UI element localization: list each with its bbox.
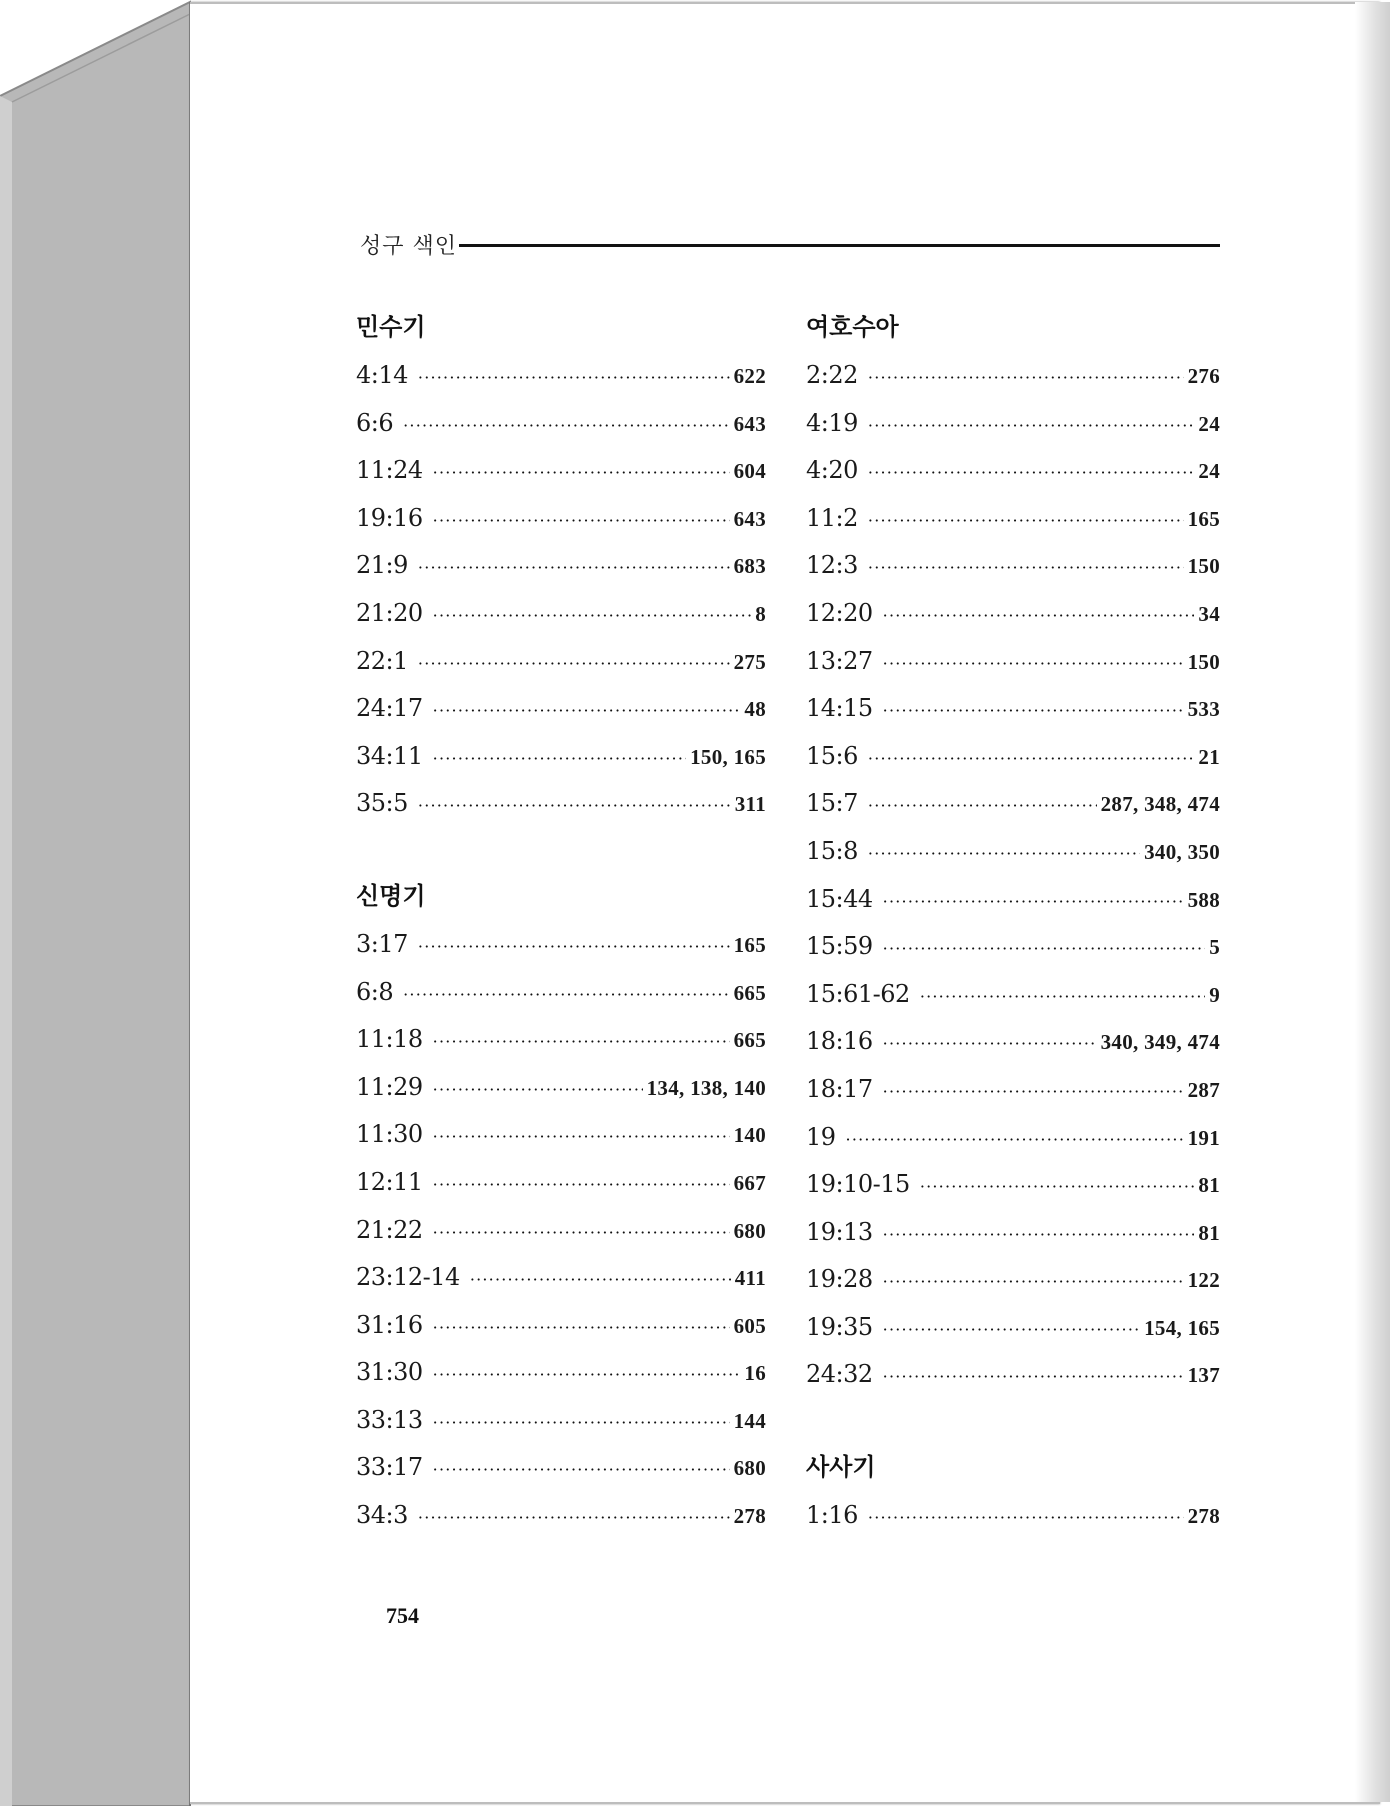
verse-reference: 34:11 bbox=[356, 741, 423, 770]
index-entry bbox=[806, 1256, 1220, 1304]
page-references: 34 bbox=[1198, 601, 1220, 626]
index-entry bbox=[356, 1302, 766, 1350]
page-references: 340, 349, 474 bbox=[1100, 1030, 1220, 1055]
verse-reference: 23:12-14 bbox=[356, 1263, 460, 1292]
verse-reference: 19:13 bbox=[806, 1217, 873, 1246]
section-spacer bbox=[806, 1399, 1220, 1445]
verse-reference: 11:18 bbox=[356, 1025, 423, 1054]
verse-reference: 15:6 bbox=[806, 741, 858, 770]
page-references: 287, 348, 474 bbox=[1100, 792, 1220, 817]
verse-reference: 6:8 bbox=[356, 977, 394, 1006]
dot-leader bbox=[418, 923, 730, 971]
dot-leader bbox=[868, 497, 1184, 545]
page-references: 278 bbox=[1187, 1504, 1220, 1529]
verse-reference: 19:16 bbox=[356, 503, 423, 532]
index-entry bbox=[806, 447, 1220, 495]
index-entry bbox=[356, 921, 766, 969]
index-entry bbox=[806, 1304, 1220, 1352]
dot-leader bbox=[883, 1068, 1184, 1116]
verse-reference: 11:30 bbox=[356, 1120, 423, 1149]
dot-leader bbox=[883, 878, 1184, 926]
index-entry bbox=[806, 971, 1220, 1019]
index-entry bbox=[806, 685, 1220, 733]
index-entry bbox=[806, 1351, 1220, 1399]
verse-reference: 31:16 bbox=[356, 1310, 423, 1339]
index-entry bbox=[356, 590, 766, 638]
page-references: 154, 165 bbox=[1144, 1315, 1220, 1340]
index-entry bbox=[356, 400, 766, 448]
book-section-title: 민수기 bbox=[356, 313, 426, 341]
index-entry bbox=[356, 969, 766, 1017]
index-entry bbox=[806, 923, 1220, 971]
index-entry bbox=[806, 733, 1220, 781]
verse-reference: 19:10-15 bbox=[806, 1170, 910, 1199]
verse-reference: 11:29 bbox=[356, 1072, 423, 1101]
verse-reference: 13:27 bbox=[806, 646, 873, 675]
index-entry bbox=[356, 685, 766, 733]
verse-reference: 12:20 bbox=[806, 598, 873, 627]
dot-leader bbox=[846, 1116, 1184, 1164]
page-references: 16 bbox=[744, 1361, 766, 1386]
dot-leader bbox=[403, 971, 729, 1019]
verse-reference: 34:3 bbox=[356, 1501, 408, 1530]
dot-leader bbox=[883, 592, 1195, 640]
dot-leader bbox=[433, 1161, 730, 1209]
index-entry bbox=[806, 352, 1220, 400]
page-references: 588 bbox=[1187, 887, 1220, 912]
dot-leader bbox=[433, 1399, 730, 1447]
verse-reference: 24:17 bbox=[356, 694, 423, 723]
index-entry bbox=[356, 1492, 766, 1540]
verse-reference: 19 bbox=[806, 1122, 836, 1151]
dot-leader bbox=[433, 497, 730, 545]
dot-leader bbox=[868, 1494, 1184, 1542]
dot-leader bbox=[883, 640, 1184, 688]
index-entry bbox=[806, 780, 1220, 828]
page-references: 48 bbox=[744, 697, 766, 722]
verse-reference: 19:28 bbox=[806, 1265, 873, 1294]
dot-leader bbox=[433, 449, 730, 497]
page-references: 276 bbox=[1187, 364, 1220, 388]
dot-leader bbox=[418, 782, 731, 830]
index-entry bbox=[356, 1016, 766, 1064]
page-references: 134, 138, 140 bbox=[646, 1075, 766, 1100]
page-references: 622 bbox=[733, 364, 766, 388]
verse-reference: 22:1 bbox=[356, 646, 408, 675]
book-section-title: 신명기 bbox=[356, 881, 426, 910]
dot-leader bbox=[883, 1353, 1184, 1401]
verse-reference: 15:61-62 bbox=[806, 979, 910, 1008]
dot-leader bbox=[418, 544, 730, 592]
page-references: 150 bbox=[1187, 649, 1220, 674]
dot-leader bbox=[868, 830, 1140, 878]
header-rule bbox=[459, 244, 1220, 247]
dot-leader bbox=[868, 449, 1194, 497]
dot-leader bbox=[868, 402, 1194, 450]
index-entry bbox=[356, 495, 766, 543]
index-entry bbox=[806, 542, 1220, 590]
page-references: 191 bbox=[1187, 1125, 1220, 1150]
dot-leader bbox=[433, 1351, 741, 1399]
verse-reference: 12:3 bbox=[806, 551, 858, 580]
page-references: 144 bbox=[733, 1408, 766, 1433]
dot-leader bbox=[883, 1020, 1097, 1068]
page-references: 165 bbox=[1187, 506, 1220, 531]
book-section-title: 사사기 bbox=[806, 1453, 876, 1482]
index-entry bbox=[806, 590, 1220, 638]
dot-leader bbox=[433, 1113, 730, 1161]
verse-reference: 33:13 bbox=[356, 1405, 423, 1434]
page-references: 683 bbox=[733, 554, 766, 579]
index-entry bbox=[806, 828, 1220, 876]
verse-reference: 19:35 bbox=[806, 1312, 873, 1341]
index-entry bbox=[806, 1492, 1220, 1540]
page-references: 340, 350 bbox=[1144, 839, 1220, 864]
page-references: 604 bbox=[733, 459, 766, 484]
page-references: 665 bbox=[733, 980, 766, 1005]
page-references: 605 bbox=[733, 1313, 766, 1338]
left-index-column bbox=[356, 305, 766, 1540]
index-entry bbox=[356, 780, 766, 828]
page-edge-shadow bbox=[1355, 2, 1390, 1802]
index-entry bbox=[356, 447, 766, 495]
dot-leader bbox=[433, 1446, 730, 1494]
dot-leader bbox=[883, 925, 1206, 973]
verse-reference: 15:7 bbox=[806, 789, 858, 818]
book-section-title: 여호수아 bbox=[806, 313, 899, 341]
index-entry bbox=[356, 1397, 766, 1445]
page-references: 8 bbox=[755, 601, 766, 626]
page-references: 137 bbox=[1187, 1363, 1220, 1388]
page-references: 680 bbox=[733, 1456, 766, 1481]
dot-leader bbox=[868, 782, 1097, 830]
page-references: 9 bbox=[1209, 982, 1220, 1007]
page-references: 5 bbox=[1209, 935, 1220, 960]
index-entry bbox=[356, 1254, 766, 1302]
index-entry bbox=[356, 1064, 766, 1112]
verse-reference: 6:6 bbox=[356, 408, 394, 437]
verse-reference: 12:11 bbox=[356, 1167, 423, 1196]
dot-leader bbox=[920, 973, 1205, 1021]
verse-reference: 4:20 bbox=[806, 456, 858, 485]
page-references: 287 bbox=[1187, 1077, 1220, 1102]
page-references: 81 bbox=[1198, 1220, 1220, 1245]
page-references: 680 bbox=[733, 1218, 766, 1243]
index-entry bbox=[806, 400, 1220, 448]
verse-reference: 21:9 bbox=[356, 551, 408, 580]
page-references: 275 bbox=[733, 649, 766, 674]
index-entry bbox=[356, 1111, 766, 1159]
page-references: 140 bbox=[733, 1123, 766, 1148]
page-references: 278 bbox=[733, 1504, 766, 1529]
index-entry bbox=[806, 1114, 1220, 1162]
verse-reference: 2:22 bbox=[806, 361, 858, 389]
book-spine bbox=[0, 0, 200, 1806]
verse-reference: 18:17 bbox=[806, 1074, 873, 1103]
verse-reference: 24:32 bbox=[806, 1360, 873, 1389]
verse-reference: 33:17 bbox=[356, 1453, 423, 1482]
index-entry bbox=[806, 1209, 1220, 1257]
verse-reference: 31:30 bbox=[356, 1358, 423, 1387]
verse-reference: 15:44 bbox=[806, 884, 873, 913]
dot-leader bbox=[883, 1258, 1184, 1306]
section-spacer bbox=[356, 828, 766, 874]
verse-reference: 35:5 bbox=[356, 789, 408, 818]
index-entry bbox=[356, 542, 766, 590]
dot-leader bbox=[883, 1211, 1195, 1259]
index-entry bbox=[806, 1018, 1220, 1066]
verse-reference: 18:16 bbox=[806, 1027, 873, 1056]
dot-leader bbox=[418, 640, 730, 688]
page-references: 21 bbox=[1198, 744, 1220, 769]
verse-reference: 1:16 bbox=[806, 1501, 858, 1530]
page-references: 667 bbox=[733, 1170, 766, 1195]
verse-reference: 4:14 bbox=[356, 361, 408, 389]
index-entry bbox=[806, 1161, 1220, 1209]
page-references: 81 bbox=[1198, 1173, 1220, 1198]
dot-leader bbox=[433, 735, 686, 783]
dot-leader bbox=[868, 354, 1184, 402]
header-title: 성구 색인 bbox=[360, 233, 458, 259]
verse-reference: 15:59 bbox=[806, 932, 873, 961]
page-references: 24 bbox=[1198, 411, 1220, 436]
page-references: 533 bbox=[1187, 697, 1220, 722]
index-entry bbox=[356, 733, 766, 781]
verse-reference: 11:2 bbox=[806, 503, 858, 532]
index-entry bbox=[806, 876, 1220, 924]
verse-reference: 4:19 bbox=[806, 408, 858, 437]
index-entry bbox=[806, 1066, 1220, 1114]
dot-leader bbox=[920, 1163, 1195, 1211]
dot-leader bbox=[868, 544, 1184, 592]
verse-reference: 11:24 bbox=[356, 456, 423, 485]
index-entry bbox=[356, 1349, 766, 1397]
index-entry bbox=[356, 1207, 766, 1255]
running-header bbox=[360, 226, 1220, 262]
dot-leader bbox=[433, 1018, 730, 1066]
dot-leader bbox=[883, 687, 1184, 735]
index-entry bbox=[356, 638, 766, 686]
dot-leader bbox=[433, 1304, 730, 1352]
dot-leader bbox=[868, 735, 1194, 783]
verse-reference: 21:20 bbox=[356, 598, 423, 627]
dot-leader bbox=[470, 1256, 731, 1304]
right-index-column bbox=[806, 305, 1220, 1540]
index-entry bbox=[356, 1444, 766, 1492]
page-references: 150, 165 bbox=[690, 744, 766, 769]
index-entry bbox=[356, 1159, 766, 1207]
dot-leader bbox=[433, 1066, 643, 1114]
page-references: 165 bbox=[733, 932, 766, 957]
index-entry bbox=[806, 495, 1220, 543]
page-references: 122 bbox=[1187, 1268, 1220, 1293]
index-entry bbox=[356, 352, 766, 400]
dot-leader bbox=[403, 402, 729, 450]
index-entry bbox=[806, 638, 1220, 686]
dot-leader bbox=[433, 1209, 730, 1257]
dot-leader bbox=[883, 1306, 1140, 1354]
dot-leader bbox=[433, 592, 752, 640]
page-references: 643 bbox=[733, 411, 766, 436]
page-number: 754 bbox=[386, 1603, 419, 1628]
page-references: 311 bbox=[734, 792, 766, 817]
page-references: 24 bbox=[1198, 459, 1220, 484]
dot-leader bbox=[418, 354, 730, 402]
dot-leader bbox=[418, 1494, 730, 1542]
page-references: 643 bbox=[733, 506, 766, 531]
verse-reference: 14:15 bbox=[806, 694, 873, 723]
page-references: 665 bbox=[733, 1028, 766, 1053]
dot-leader bbox=[433, 687, 741, 735]
verse-reference: 21:22 bbox=[356, 1215, 423, 1244]
verse-reference: 3:17 bbox=[356, 929, 408, 958]
verse-reference: 15:8 bbox=[806, 836, 858, 865]
page-references: 411 bbox=[734, 1266, 766, 1291]
page-references: 150 bbox=[1187, 554, 1220, 579]
